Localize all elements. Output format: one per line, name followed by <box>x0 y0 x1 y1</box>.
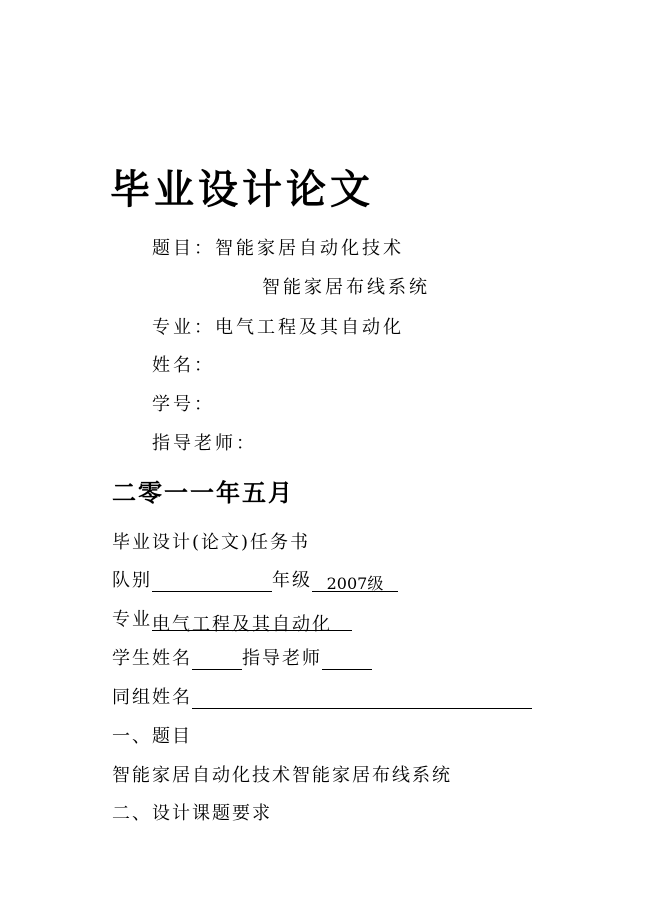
student-name-label: 学生姓名 <box>112 648 192 669</box>
topic-label: 题目： <box>152 238 215 259</box>
team-label: 队别 <box>112 570 152 591</box>
group-names-blank <box>192 688 532 709</box>
group-names-label: 同组姓名 <box>112 687 192 708</box>
major-label: 专业： <box>152 317 215 338</box>
task-major-label: 专业 <box>112 609 152 630</box>
topic-value-line2: 智能家居布线系统 <box>262 277 430 298</box>
task-sheet-heading: 毕业设计(论文)任务书 <box>112 532 311 553</box>
topic-row <box>152 234 404 260</box>
advisor-blank <box>322 649 372 670</box>
topic-text: 智能家居自动化技术智能家居布线系统 <box>112 765 452 786</box>
major-field-row <box>112 605 352 635</box>
group-names-row <box>112 683 532 709</box>
team-blank <box>152 571 272 592</box>
advisor-label: 指导老师： <box>152 433 257 454</box>
thesis-title: 毕业设计论文 <box>110 166 374 213</box>
grade-label: 年级 <box>272 570 312 591</box>
topic-value-line1: 智能家居自动化技术 <box>215 238 404 259</box>
name-label: 姓名： <box>152 355 215 376</box>
thesis-date: 二零一一年五月 <box>112 478 294 507</box>
grade-value: 2007级 <box>312 571 398 592</box>
major-row <box>152 313 404 339</box>
student-id-label: 学号： <box>152 394 215 415</box>
major-value: 电气工程及其自动化 <box>215 317 404 338</box>
task-advisor-label: 指导老师 <box>242 648 322 669</box>
task-major-value: 电气工程及其自动化 <box>152 610 352 631</box>
section-1-heading: 一、题目 <box>112 726 192 747</box>
section-2-heading: 二、设计课题要求 <box>112 803 272 824</box>
student-advisor-row <box>112 644 372 670</box>
team-grade-row <box>112 566 398 592</box>
student-name-blank <box>192 649 242 670</box>
